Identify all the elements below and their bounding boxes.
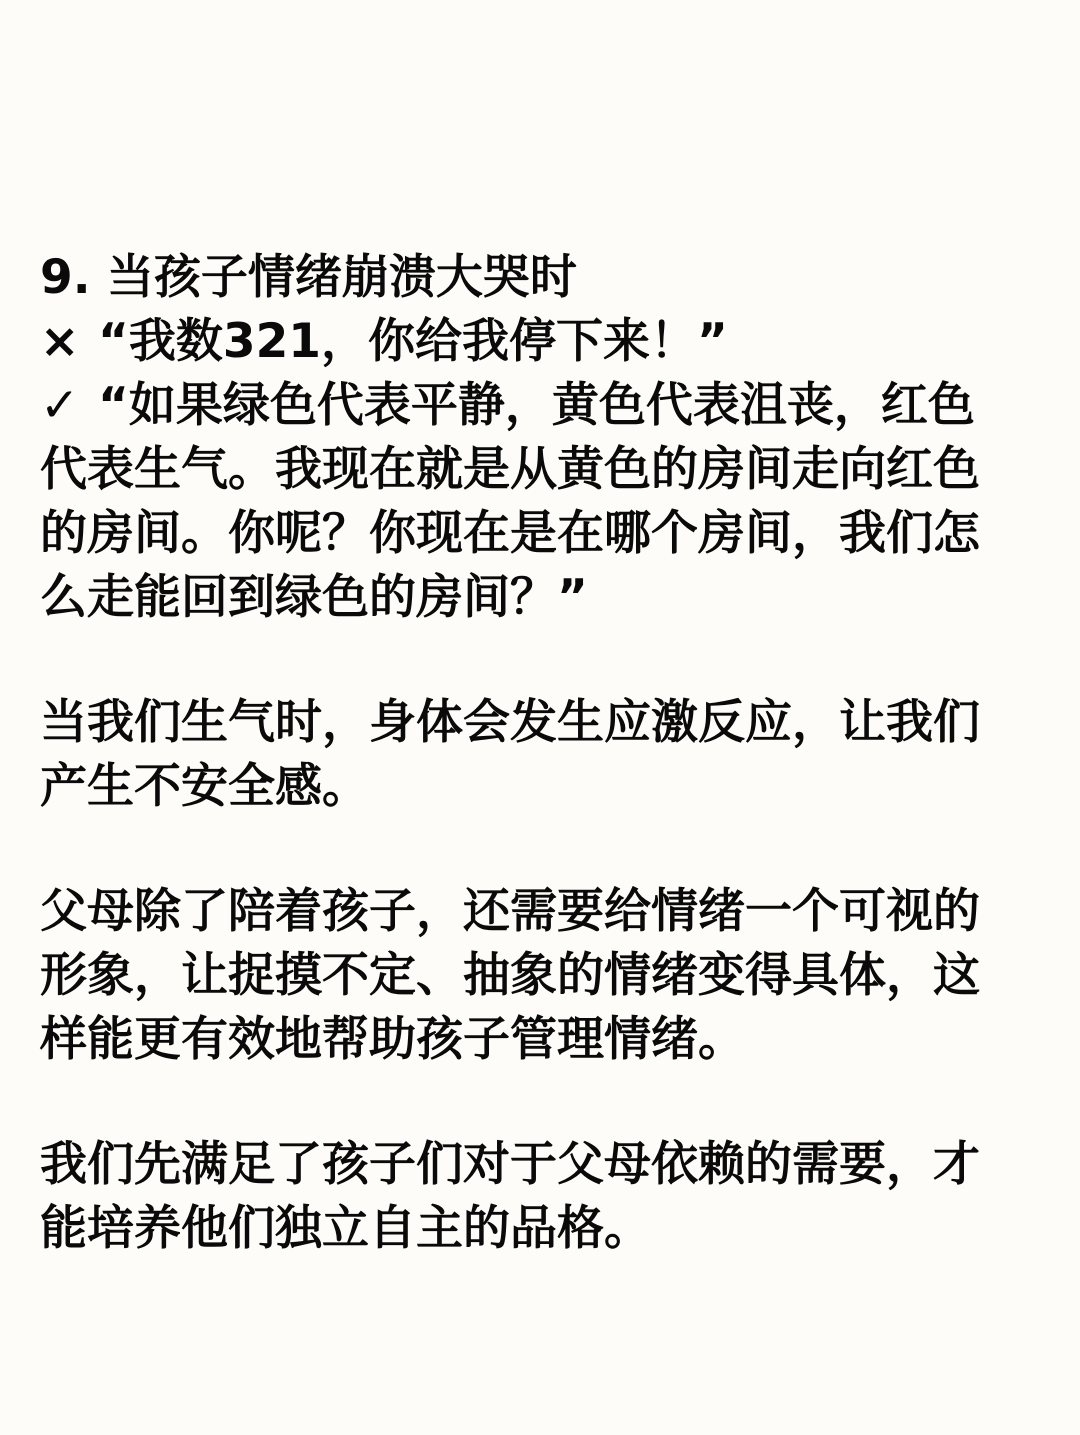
section-heading: 9. 当孩子情绪崩溃大哭时: [40, 250, 577, 305]
wrong-example-text: “我数321，你给我停下来！”: [98, 314, 728, 369]
check-icon: ✓: [40, 378, 80, 433]
paragraph-line: 形象，让捉摸不定、抽象的情绪变得具体，这: [40, 948, 980, 1003]
paragraph-spacer: [40, 1072, 1050, 1133]
paragraph-line: 父母除了陪着孩子，还需要给情绪一个可视的: [40, 884, 980, 939]
article-content: [40, 246, 1050, 1261]
paragraph-line: 产生不安全感。: [40, 759, 369, 814]
paragraph: [40, 1133, 1050, 1261]
wrong-example-line: [40, 310, 1050, 374]
paragraph-line: 我们先满足了孩子们对于父母依赖的需要，才: [40, 1137, 980, 1192]
paragraph: [40, 691, 1050, 819]
paragraph-spacer: [40, 819, 1050, 880]
paragraph-spacer: [40, 630, 1050, 691]
paragraph: [40, 880, 1050, 1072]
cross-icon: ×: [40, 314, 80, 369]
right-example-text: 么走能回到绿色的房间？”: [40, 570, 588, 625]
right-example-text: 代表生气。我现在就是从黄色的房间走向红色: [40, 442, 980, 497]
right-example-text: 的房间。你呢？你现在是在哪个房间，我们怎: [40, 506, 980, 561]
paragraph-line: 能培养他们独立自主的品格。: [40, 1201, 651, 1256]
paragraph-line: 样能更有效地帮助孩子管理情绪。: [40, 1012, 745, 1067]
right-example-text: “如果绿色代表平静，黄色代表沮丧，红色: [98, 378, 975, 433]
paragraph-line: 当我们生气时，身体会发生应激反应，让我们: [40, 695, 980, 750]
right-example-line: [40, 374, 1050, 438]
